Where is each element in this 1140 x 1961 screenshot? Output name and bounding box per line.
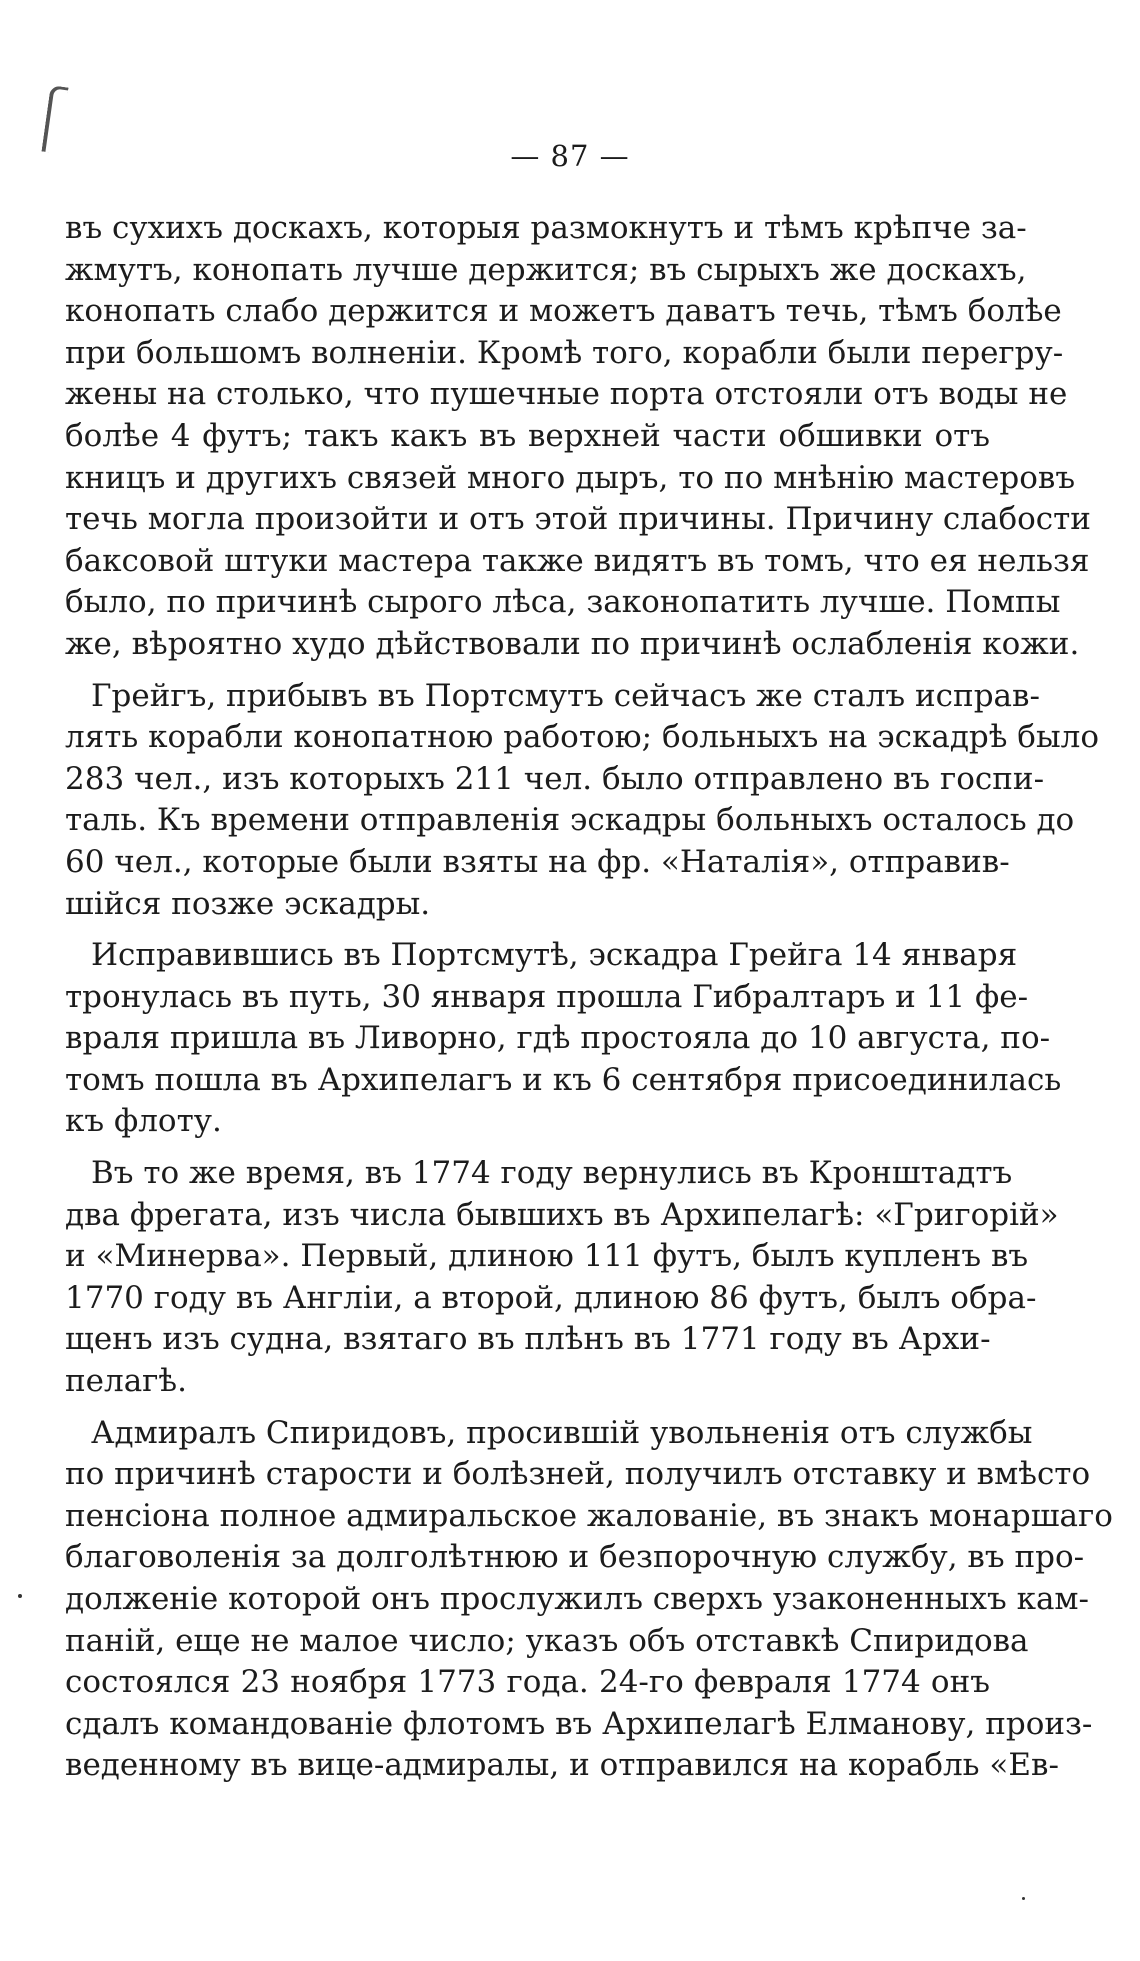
text-line: Грейгъ, прибывъ въ Портсмутъ сейчасъ же сталъ исправ- [91,677,1040,714]
text-line: кницъ и другихъ связей много дыръ, то по мнѣнію мастеровъ [65,459,1076,496]
text-line: сдалъ командованіе флотомъ въ Архипелагѣ Елманову, произ- [65,1705,1093,1742]
text-line: долженіе которой онъ прослужилъ сверхъ узаконенныхъ кам- [65,1581,1090,1617]
text-line: при большомъ волненіи. Кромѣ того, корабли были перегру- [65,334,1064,371]
text-line: конопать слабо держится и можетъ даватъ течь, тѣмъ болѣе [65,293,1062,330]
text-line: въ сухихъ доскахъ, которыя размокнутъ и тѣмъ крѣпче за- [65,210,1027,246]
text-line: жены на столько, что пушечные порта отстояли отъ воды не [65,376,1068,413]
text-line: 283 чел., изъ которыхъ 211 чел. было отправлено въ госпи- [65,760,1045,797]
text-line: паній, еще не малое число; указъ объ отставкѣ Спиридова [65,1622,1029,1659]
text-line: по причинѣ старости и болѣзней, получилъ отставку и вмѣсто [65,1456,1091,1493]
text-line: къ флоту. [65,1103,222,1140]
text-line: состоялся 23 ноября 1773 года. 24-го февраля 1774 онъ [65,1664,990,1701]
text-line: Исправившись въ Портсмутѣ, эскадра Грейга 14 января [91,937,1018,974]
text-line: Адмиралъ Спиридовъ, просившій увольненія отъ службы [91,1414,1033,1451]
text-line: и «Минерва». Первый, длиною 111 футъ, былъ купленъ въ [65,1238,1029,1275]
text-line: же, вѣроятно худо дѣйствовали по причинѣ ослабленія кожи. [65,625,1080,662]
paragraph-3 [65,935,1062,1143]
ink-speck [18,1594,22,1598]
paragraph-4 [65,1153,1059,1403]
text-line: таль. Къ времени отправленія эскадры больныхъ осталось до [65,802,1075,839]
paragraph-2 [65,676,1099,926]
text-line: два фрегата, изъ числа бывшихъ въ Архипелагѣ: «Григорій» [65,1196,1059,1233]
paragraph-5 [65,1413,1113,1787]
ink-speck [1022,1897,1025,1900]
text-line: веденному въ вице-адмиралы, и отправился на корабль «Ев- [65,1747,1059,1784]
text-line: шійся позже эскадры. [65,885,431,922]
text-line: щенъ изъ судна, взятаго въ плѣнъ въ 1771 году въ Архи- [65,1321,991,1358]
text-line: тронулась въ путь, 30 января прошла Гибралтаръ и 11 фе- [65,978,1029,1015]
body-text [65,208,1113,1787]
text-line: жмутъ, конопать лучше держится; въ сырыхъ же доскахъ, [65,251,1027,288]
page-number: — 87 — [510,139,630,173]
text-line: томъ пошла въ Архипелагъ и къ 6 сентября присоединилась [65,1061,1062,1098]
text-line: болѣе 4 футъ; такъ какъ въ верхней части обшивки отъ [65,417,990,454]
text-line: благоволенія за долголѣтнюю и безпорочную службу, въ про- [65,1539,1085,1576]
text-line: 1770 году въ Англіи, а второй, длиною 86 футъ, былъ обра- [65,1279,1037,1316]
text-line: Въ то же время, въ 1774 году вернулись въ Кронштадтъ [91,1155,1013,1192]
text-line: течь могла произойти и отъ этой причины. Причину слабости [65,501,1091,538]
text-line: было, по причинѣ сырого лѣса, законопатить лучше. Помпы [65,584,1061,621]
text-line: пелагѣ. [65,1363,187,1400]
text-line: пенсіона полное адмиральское жалованіе, въ знакъ монаршаго [65,1497,1113,1534]
text-line: враля пришла въ Ливорно, гдѣ простояла до 10 августа, по- [65,1020,1051,1057]
text-line: баксовой штуки мастера также видятъ въ томъ, что ея нельзя [65,542,1090,579]
paragraph-1 [65,208,1091,666]
text-line: лять корабли конопатною работою; больныхъ на эскадрѣ было [65,719,1099,756]
text-line: 60 чел., которые были взяты на фр. «Наталія», отправив- [65,843,1010,880]
